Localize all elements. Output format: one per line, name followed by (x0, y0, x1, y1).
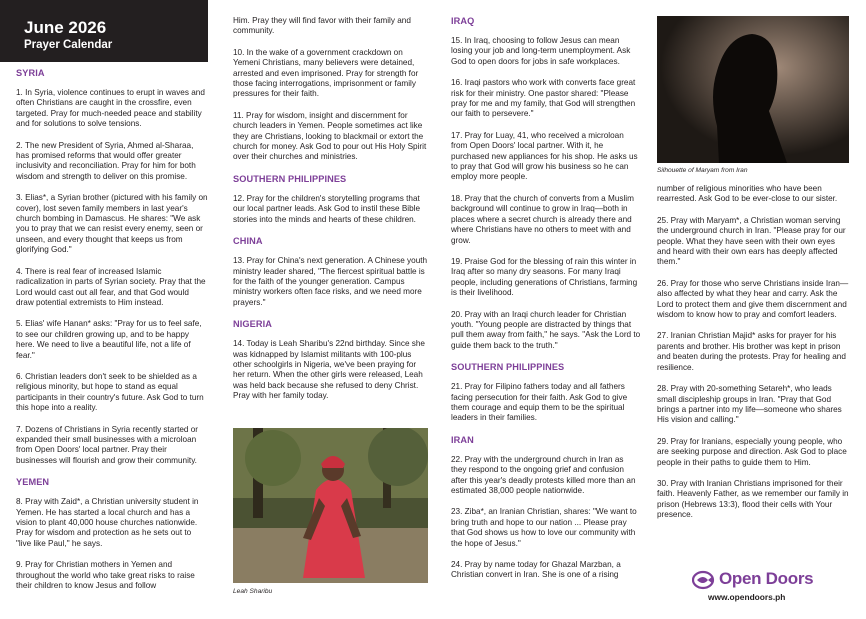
prayer-item: 8. Pray with Zaid*, a Christian university student in Yemen. He has started a local church and has a vision to plant 40,000 house churches nationwide. Pray for wisdom and protection as he sets out to "live like Paul," he says. (16, 497, 199, 548)
prayer-item: 11. Pray for wisdom, insight and discernment for church leaders in Yemen. People sometimes act like they are Christians, looking to blackmail or extort the church for money. Ask God to pour out His Holy Spirit over their churches and ministries. (233, 110, 427, 162)
leah-photo-caption: Leah Sharibu (233, 588, 273, 595)
region-heading: NIGERIA (233, 319, 272, 330)
prayer-item: 14. Today is Leah Sharibu's 22nd birthday. Since she was kidnapped by Islamist militants with 100-plus other schoolgirls in Nigeria, we've been praying for her return. When the other girls were released, Leah was held back because she refused to deny Christ. Pray with her family today. (233, 339, 425, 401)
prayer-item: 26. Pray for those who serve Christians inside Iran—also affected by what they hear and carry. Ask the Lord to protect them and give them discernment and wisdom to know how to pray and comfort leaders. (657, 278, 849, 320)
column-2 (233, 16, 429, 413)
region-heading: SYRIA (16, 68, 45, 78)
calendar-subtitle: Prayer Calendar (24, 39, 113, 51)
open-doors-logo (692, 569, 832, 609)
prayer-item: 24. Pray by name today for Ghazal Marzban, a Christian convert in Iran. She is one of a rising (451, 560, 621, 580)
prayer-item: 1. In Syria, violence continues to erupt in waves and often Christians are caught in the crossfire, even targeted. Pray for much-needed peace and stability and for solutions to solve tensions. (16, 88, 205, 129)
prayer-item: 19. Praise God for the blessing of rain this winter in Iraq after so many dry seasons. For many Iraqi people, including generations of Christians, farming is their livelihood. (451, 256, 638, 298)
region-heading: IRAN (451, 434, 474, 445)
prayer-item: 22. Pray with the underground church in Iran as they respond to the ongoing grief and confusion after this year's deadly protests killed more than an estimated 38,000 people nationwide. (451, 454, 636, 495)
region-heading: SOUTHERN PHILIPPINES (233, 173, 347, 184)
maryam-photo-caption: Silhouette of Maryam from Iran (657, 167, 748, 174)
prayer-item: 4. There is real fear of increased Islamic radicalization in parts of Syrian society. Pray that the Lord would cast out all fear, and that God would draw potential extremists to Him instead. (16, 266, 206, 307)
prayer-item: 6. Christian leaders don't seek to be shielded as a religious minority, but hope to stand as equal participants in their country's future. Ask God to turn this hope into a reality. (16, 371, 204, 413)
calendar-header (0, 0, 208, 62)
maryam-silhouette-photo (657, 16, 849, 163)
prayer-item: 10. In the wake of a government crackdown on Yemeni Christians, many believers were detained, arrested and even imprisoned. Pray for strength for those facing interrogations, imprisonment or family pressures for their faith. (233, 47, 419, 99)
column-1 (16, 68, 208, 602)
prayer-item: 7. Dozens of Christians in Syria recently started or expanded their small businesses with a microloan from Open Doors' local partner. Pray their businesses will flourish and grow their community. (16, 424, 199, 465)
region-heading: YEMEN (16, 477, 50, 488)
prayer-item: 28. Pray with 20-something Setareh*, who leads small discipleship groups in Iran. "Pray that God brings a partner into my life—someone who shares His vision and calling." (657, 384, 842, 425)
prayer-item: 21. Pray for Filipino fathers today and all fathers facing persecution for their faith. Ask God to give them courage and equip them to be the spiritual leaders in their families. (451, 382, 628, 423)
prayer-item: 20. Pray with an Iraqi church leader for Christian youth. "Young people are distracted by things that pull them away from faith," he says. "Ask the Lord to guide them back to the truth." (451, 309, 641, 350)
prayer-item: 12. Pray for the children's storytelling programs that our local partner leads. Ask God to instil these Bible stories into the minds and hearts of these children. (233, 193, 421, 224)
prayer-item: 5. Elias' wife Hanan* asks: "Pray for us to feel safe, to see our children growing up, and to be happy here. We need to live a beautiful life, not a life of fear." (16, 319, 202, 360)
region-heading: IRAQ (451, 16, 475, 26)
prayer-item: number of religious minorities who have been rearrested. Ask God to be ever-close to our sister. (657, 184, 838, 204)
prayer-item: 2. The new President of Syria, Ahmed al-Sharaa, has promised reforms that would offer greater inclusivity and reconciliation. Pray for him for both wisdom and strength to deliver on this promise. (16, 140, 196, 181)
open-doors-fish-icon (692, 570, 716, 590)
maryam-silhouette-illustration (657, 16, 849, 163)
column-3 (451, 16, 641, 592)
calendar-title: June 2026 (24, 18, 107, 37)
prayer-item: Him. Pray they will find favor with their family and community. (233, 16, 411, 36)
prayer-item: 30. Pray with Iranian Christians imprisoned for their faith. Heavenly Father, as we remember our family in prison (Hebrews 13:3), flood their cells with Your presence. (657, 478, 849, 520)
leah-sharibu-photo (233, 428, 428, 583)
open-doors-url[interactable]: www.opendoors.ph (708, 592, 786, 602)
leah-photo-illustration (233, 428, 428, 583)
prayer-item: 18. Pray that the church of converts from a Muslim background will continue to grow in Iraq—both in places where a secret church is already there and where Christians have no others to meet with and grow. (451, 193, 634, 245)
column-4 (657, 184, 849, 532)
prayer-item: 25. Pray with Maryam*, a Christian woman serving the underground church in Iran. "Please pray for our people. What they have seen with their own eyes and heard with their own ears has deeply affected them." (657, 215, 846, 267)
prayer-item: 17. Pray for Luay, 41, who received a microloan from Open Doors' local partner. With it, he purchased new appliances for his shop. He asks us to pray that God will grow his business so he can employ more people. (451, 130, 638, 182)
prayer-item: 3. Elias*, a Syrian brother (pictured with his family on cover), lost seven family members in last year's church bombing in Damascus. He shares: "We ask you to pray that we can resist every enemy, seen or unseen, and every thought that keeps us from glorifying God." (16, 193, 208, 255)
prayer-item: 23. Ziba*, an Iranian Christian, shares: "We want to bring truth and hope to our nation ... Please pray that God shows us how to love our community with the hope of Jesus." (451, 507, 637, 548)
prayer-item: 9. Pray for Christian mothers in Yemen and throughout the world who take great risks to raise their children to know Jesus and follow (16, 560, 195, 591)
prayer-item: 15. In Iraq, choosing to follow Jesus can mean losing your job and long-term unemployment. Ask God to open doors for jobs in safe workplaces. (451, 36, 631, 66)
open-doors-name: Open Doors (719, 569, 814, 588)
region-heading: CHINA (233, 236, 263, 247)
prayer-item: 27. Iranian Christian Majid* asks for prayer for his parents and brother. His brother was kept in prison and beaten during the protests. Pray for healing and resilience. (657, 331, 846, 372)
prayer-item: 16. Iraqi pastors who work with converts face great risk for their ministry. One pastor shared: "Please pray for me and my family, that God will strengthen our faith to persevere." (451, 78, 636, 119)
region-heading: SOUTHERN PHILIPPINES (451, 362, 565, 373)
prayer-item: 29. Pray for Iranians, especially young people, who are seeking purpose and direction. Ask God to place people in their paths to guide them to Him. (657, 436, 847, 467)
prayer-item: 13. Pray for China's next generation. A Chinese youth ministry leader shared, "The fiercest spiritual battle is for the faith of the younger generation. Campus ministry workers often face risks, and we need more prayers." (233, 256, 428, 307)
